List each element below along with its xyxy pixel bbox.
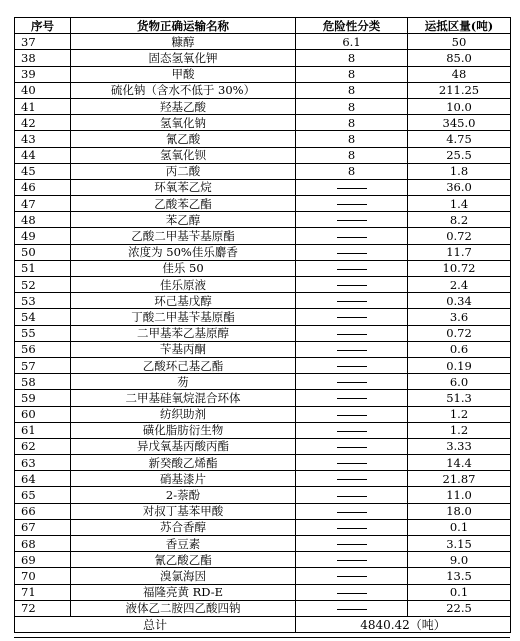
hazard-class: 8 bbox=[296, 163, 408, 179]
cargo-amount: 1.4 bbox=[408, 196, 511, 212]
cargo-amount: 0.6 bbox=[408, 341, 511, 357]
cargo-name: 氢氧化钡 bbox=[71, 147, 296, 163]
hazard-class bbox=[296, 390, 408, 406]
table-row bbox=[15, 406, 511, 422]
row-number: 63 bbox=[15, 455, 71, 471]
hazard-class bbox=[296, 244, 408, 260]
total-value: 4840.42（吨） bbox=[296, 616, 511, 632]
no-class-dash bbox=[337, 512, 367, 513]
row-number: 69 bbox=[15, 552, 71, 568]
table-row bbox=[15, 309, 511, 325]
table-row bbox=[15, 455, 511, 471]
hazard-class bbox=[296, 341, 408, 357]
no-class-dash bbox=[337, 479, 367, 480]
table-row bbox=[15, 196, 511, 212]
hazard-class: 8 bbox=[296, 147, 408, 163]
no-class-dash bbox=[337, 528, 367, 529]
table-row bbox=[15, 179, 511, 195]
table-row bbox=[15, 244, 511, 260]
cargo-name: 新癸酸乙烯酯 bbox=[71, 455, 296, 471]
table-row bbox=[15, 390, 511, 406]
cargo-amount: 1.2 bbox=[408, 422, 511, 438]
row-number: 38 bbox=[15, 50, 71, 66]
row-number: 42 bbox=[15, 115, 71, 131]
table-row bbox=[15, 293, 511, 309]
hazard-class bbox=[296, 374, 408, 390]
table-row bbox=[15, 147, 511, 163]
cargo-amount: 51.3 bbox=[408, 390, 511, 406]
table-row bbox=[15, 341, 511, 357]
cargo-name: 二甲基硅氧烷混合环体 bbox=[71, 390, 296, 406]
no-class-dash bbox=[337, 398, 367, 399]
no-class-dash bbox=[337, 317, 367, 318]
cargo-name: 氰乙酸乙酯 bbox=[71, 552, 296, 568]
cargo-name: 丙二酸 bbox=[71, 163, 296, 179]
cargo-name: 乙酸苯乙酯 bbox=[71, 196, 296, 212]
no-class-dash bbox=[337, 593, 367, 594]
cargo-name: 羟基乙酸 bbox=[71, 98, 296, 114]
hazard-class bbox=[296, 536, 408, 552]
no-class-dash bbox=[337, 253, 367, 254]
cargo-amount: 0.1 bbox=[408, 519, 511, 535]
row-number: 44 bbox=[15, 147, 71, 163]
no-class-dash bbox=[337, 447, 367, 448]
table-row bbox=[15, 357, 511, 373]
cargo-name: 浓度为 50%佳乐麝香 bbox=[71, 244, 296, 260]
cargo-amount: 25.5 bbox=[408, 147, 511, 163]
hazard-class bbox=[296, 179, 408, 195]
no-class-dash bbox=[337, 350, 367, 351]
total-label: 总计 bbox=[15, 616, 296, 632]
row-number: 39 bbox=[15, 66, 71, 82]
hazard-class: 6.1 bbox=[296, 34, 408, 50]
row-number: 51 bbox=[15, 260, 71, 276]
cargo-amount: 0.34 bbox=[408, 293, 511, 309]
cargo-name: 芴 bbox=[71, 374, 296, 390]
row-number: 52 bbox=[15, 277, 71, 293]
cargo-name: 纺织助剂 bbox=[71, 406, 296, 422]
cargo-amount: 11.0 bbox=[408, 487, 511, 503]
cargo-amount: 3.6 bbox=[408, 309, 511, 325]
row-number: 37 bbox=[15, 34, 71, 50]
cargo-name: 环己基戊醇 bbox=[71, 293, 296, 309]
cargo-name: 硝基漆片 bbox=[71, 471, 296, 487]
hazard-class bbox=[296, 455, 408, 471]
row-number: 47 bbox=[15, 196, 71, 212]
hazard-class: 8 bbox=[296, 98, 408, 114]
hazard-class: 8 bbox=[296, 82, 408, 98]
cargo-name: 氰乙酸 bbox=[71, 131, 296, 147]
hazard-class bbox=[296, 406, 408, 422]
cargo-name: 丁酸二甲基苄基原酯 bbox=[71, 309, 296, 325]
row-number: 56 bbox=[15, 341, 71, 357]
cargo-name: 乙酸环己基乙酯 bbox=[71, 357, 296, 373]
hazard-class bbox=[296, 325, 408, 341]
no-class-dash bbox=[337, 285, 367, 286]
cargo-name: 固态氢氧化钾 bbox=[71, 50, 296, 66]
hazard-class bbox=[296, 503, 408, 519]
cargo-amount: 6.0 bbox=[408, 374, 511, 390]
row-number: 50 bbox=[15, 244, 71, 260]
row-number: 45 bbox=[15, 163, 71, 179]
no-class-dash bbox=[337, 382, 367, 383]
cargo-amount: 14.4 bbox=[408, 455, 511, 471]
table-row bbox=[15, 163, 511, 179]
row-number: 71 bbox=[15, 584, 71, 600]
hazard-class bbox=[296, 487, 408, 503]
cargo-amount: 9.0 bbox=[408, 552, 511, 568]
cargo-name: 佳乐原液 bbox=[71, 277, 296, 293]
no-class-dash bbox=[337, 269, 367, 270]
no-class-dash bbox=[337, 415, 367, 416]
table-row bbox=[15, 212, 511, 228]
no-class-dash bbox=[337, 237, 367, 238]
cargo-amount: 48 bbox=[408, 66, 511, 82]
cargo-name: 异戊氧基丙酸丙酯 bbox=[71, 438, 296, 454]
no-class-dash bbox=[337, 188, 367, 189]
table-row bbox=[15, 519, 511, 535]
row-number: 67 bbox=[15, 519, 71, 535]
no-class-dash bbox=[337, 431, 367, 432]
cargo-amount: 21.87 bbox=[408, 471, 511, 487]
cargo-name: 苏合香醇 bbox=[71, 519, 296, 535]
header-amount: 运抵区量(吨) bbox=[408, 18, 511, 34]
hazard-class bbox=[296, 568, 408, 584]
cargo-amount: 211.25 bbox=[408, 82, 511, 98]
row-number: 57 bbox=[15, 357, 71, 373]
cargo-amount: 4.75 bbox=[408, 131, 511, 147]
cargo-amount: 10.72 bbox=[408, 260, 511, 276]
no-class-dash bbox=[337, 220, 367, 221]
no-class-dash bbox=[337, 496, 367, 497]
row-number: 66 bbox=[15, 503, 71, 519]
cargo-amount: 1.8 bbox=[408, 163, 511, 179]
table-row bbox=[15, 438, 511, 454]
row-number: 58 bbox=[15, 374, 71, 390]
row-number: 46 bbox=[15, 179, 71, 195]
table-row bbox=[15, 50, 511, 66]
cargo-amount: 2.4 bbox=[408, 277, 511, 293]
hazard-class: 8 bbox=[296, 131, 408, 147]
hazard-class bbox=[296, 422, 408, 438]
cargo-name: 乙酸二甲基苄基原酯 bbox=[71, 228, 296, 244]
row-number: 64 bbox=[15, 471, 71, 487]
cargo-name: 香豆素 bbox=[71, 536, 296, 552]
hazard-class bbox=[296, 293, 408, 309]
table-row bbox=[15, 228, 511, 244]
hazard-class bbox=[296, 228, 408, 244]
table-row bbox=[15, 34, 511, 50]
cargo-name: 甲酸 bbox=[71, 66, 296, 82]
hazard-class: 8 bbox=[296, 66, 408, 82]
cargo-amount: 18.0 bbox=[408, 503, 511, 519]
table-row bbox=[15, 552, 511, 568]
header-no: 序号 bbox=[15, 18, 71, 34]
hazard-class bbox=[296, 600, 408, 616]
row-number: 61 bbox=[15, 422, 71, 438]
cargo-name: 硫化钠（含水不低于 30%） bbox=[71, 82, 296, 98]
cargo-amount: 85.0 bbox=[408, 50, 511, 66]
cargo-amount: 0.1 bbox=[408, 584, 511, 600]
page-bottom-rule bbox=[14, 637, 510, 638]
hazard-class bbox=[296, 584, 408, 600]
row-number: 40 bbox=[15, 82, 71, 98]
table-row bbox=[15, 584, 511, 600]
header-name: 货物正确运输名称 bbox=[71, 18, 296, 34]
hazard-class bbox=[296, 277, 408, 293]
table-row bbox=[15, 422, 511, 438]
row-number: 43 bbox=[15, 131, 71, 147]
cargo-name: 苯乙醇 bbox=[71, 212, 296, 228]
row-number: 53 bbox=[15, 293, 71, 309]
cargo-name: 磺化脂肪衍生物 bbox=[71, 422, 296, 438]
header-class: 危险性分类 bbox=[296, 18, 408, 34]
table-row bbox=[15, 260, 511, 276]
table-row bbox=[15, 487, 511, 503]
no-class-dash bbox=[337, 366, 367, 367]
no-class-dash bbox=[337, 576, 367, 577]
cargo-amount: 0.72 bbox=[408, 228, 511, 244]
table-row bbox=[15, 66, 511, 82]
table-row bbox=[15, 98, 511, 114]
table-row bbox=[15, 374, 511, 390]
cargo-amount: 345.0 bbox=[408, 115, 511, 131]
table-row bbox=[15, 471, 511, 487]
row-number: 41 bbox=[15, 98, 71, 114]
hazard-class bbox=[296, 196, 408, 212]
cargo-table bbox=[14, 17, 511, 633]
hazard-class bbox=[296, 260, 408, 276]
table-row bbox=[15, 568, 511, 584]
no-class-dash bbox=[337, 301, 367, 302]
row-number: 65 bbox=[15, 487, 71, 503]
table-row bbox=[15, 325, 511, 341]
hazard-class bbox=[296, 357, 408, 373]
cargo-name: 对叔丁基苯甲酸 bbox=[71, 503, 296, 519]
no-class-dash bbox=[337, 334, 367, 335]
total-row bbox=[15, 616, 511, 632]
cargo-name: 氢氧化钠 bbox=[71, 115, 296, 131]
cargo-amount: 11.7 bbox=[408, 244, 511, 260]
cargo-name: 二甲基苯乙基原醇 bbox=[71, 325, 296, 341]
cargo-amount: 3.15 bbox=[408, 536, 511, 552]
table-row bbox=[15, 131, 511, 147]
cargo-name: 佳乐 50 bbox=[71, 260, 296, 276]
cargo-name: 苄基丙酮 bbox=[71, 341, 296, 357]
row-number: 49 bbox=[15, 228, 71, 244]
cargo-name: 糠醇 bbox=[71, 34, 296, 50]
cargo-amount: 3.33 bbox=[408, 438, 511, 454]
cargo-amount: 0.19 bbox=[408, 357, 511, 373]
cargo-amount: 8.2 bbox=[408, 212, 511, 228]
row-number: 62 bbox=[15, 438, 71, 454]
cargo-name: 液体乙二胺四乙酸四钠 bbox=[71, 600, 296, 616]
cargo-amount: 50 bbox=[408, 34, 511, 50]
hazard-class bbox=[296, 552, 408, 568]
row-number: 54 bbox=[15, 309, 71, 325]
table-row bbox=[15, 82, 511, 98]
hazard-class bbox=[296, 471, 408, 487]
row-number: 70 bbox=[15, 568, 71, 584]
no-class-dash bbox=[337, 204, 367, 205]
table-row bbox=[15, 115, 511, 131]
row-number: 68 bbox=[15, 536, 71, 552]
hazard-class bbox=[296, 309, 408, 325]
cargo-amount: 1.2 bbox=[408, 406, 511, 422]
table-row bbox=[15, 600, 511, 616]
cargo-amount: 10.0 bbox=[408, 98, 511, 114]
row-number: 55 bbox=[15, 325, 71, 341]
cargo-amount: 0.72 bbox=[408, 325, 511, 341]
no-class-dash bbox=[337, 560, 367, 561]
hazard-class bbox=[296, 212, 408, 228]
cargo-name: 环氧苯乙烷 bbox=[71, 179, 296, 195]
row-number: 72 bbox=[15, 600, 71, 616]
cargo-amount: 22.5 bbox=[408, 600, 511, 616]
no-class-dash bbox=[337, 463, 367, 464]
row-number: 60 bbox=[15, 406, 71, 422]
table-row bbox=[15, 503, 511, 519]
table-row bbox=[15, 536, 511, 552]
hazard-class bbox=[296, 438, 408, 454]
hazard-class: 8 bbox=[296, 115, 408, 131]
no-class-dash bbox=[337, 609, 367, 610]
no-class-dash bbox=[337, 544, 367, 545]
hazard-class: 8 bbox=[296, 50, 408, 66]
cargo-name: 溴氯海因 bbox=[71, 568, 296, 584]
cargo-amount: 36.0 bbox=[408, 179, 511, 195]
table-row bbox=[15, 277, 511, 293]
hazard-class bbox=[296, 519, 408, 535]
header-row bbox=[15, 18, 511, 34]
row-number: 59 bbox=[15, 390, 71, 406]
cargo-amount: 13.5 bbox=[408, 568, 511, 584]
row-number: 48 bbox=[15, 212, 71, 228]
cargo-name: 2-萘酚 bbox=[71, 487, 296, 503]
cargo-name: 福隆亮黄 RD-E bbox=[71, 584, 296, 600]
